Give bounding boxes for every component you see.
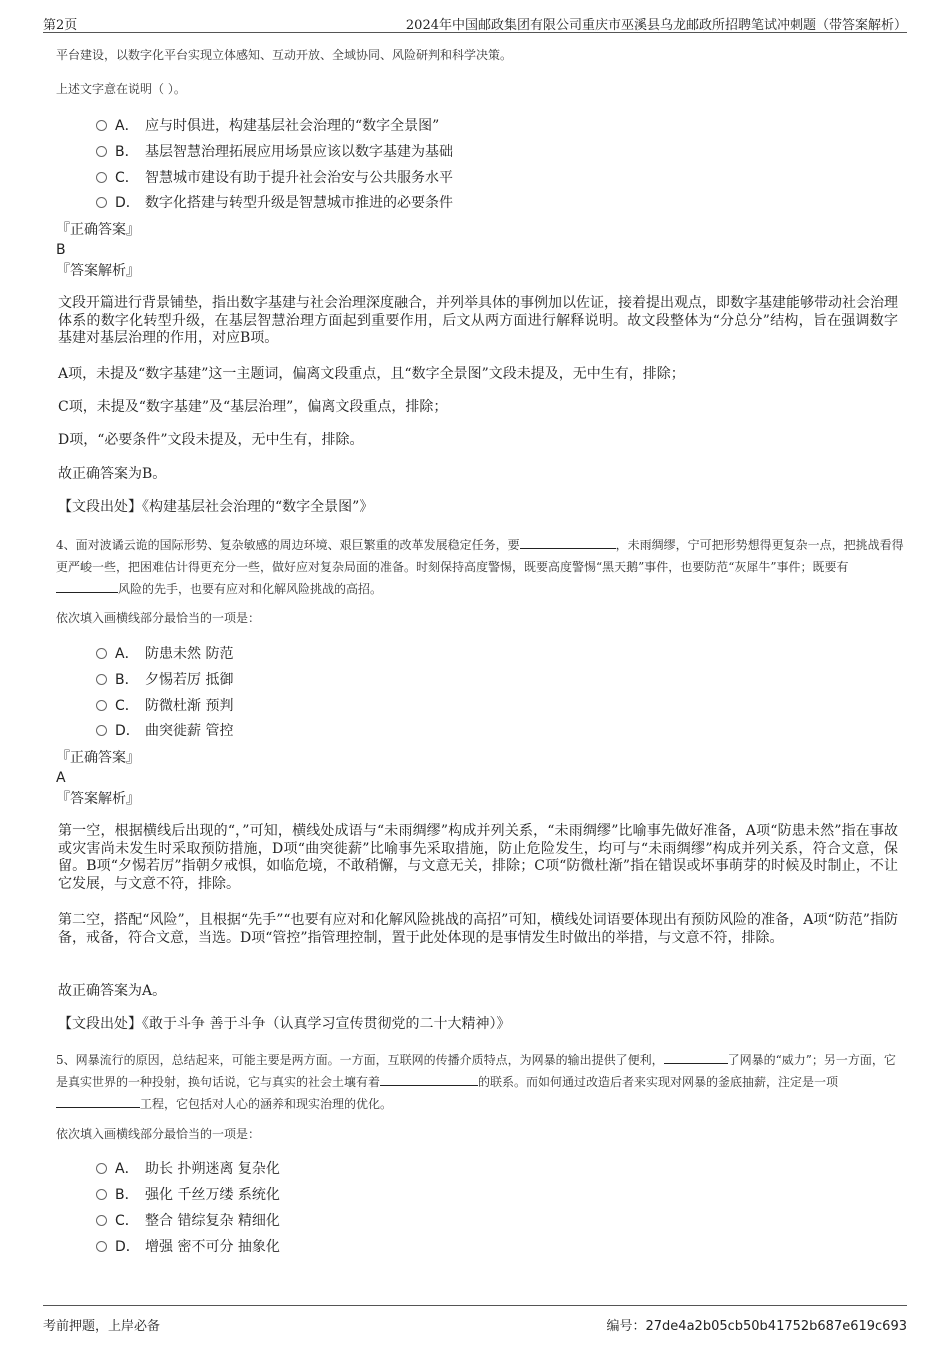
q3-analysis-p3: C项，未提及“数字基建”及“基层治理”，偏离文段重点，排除； xyxy=(58,399,448,415)
q4-analysis-p2: 第二空，搭配“风险”，且根据“先手”“也要有应对和化解风险挑战的高招”可知，横线处词语要体现出有预防风险的准备，A项“防范”指防备，戒备，符合文意，当选。D项“管控”指管理控制，置于此处体现的是事情发生时做出的举措，与文意不符，排除。 xyxy=(58,912,898,946)
page-header xyxy=(43,10,907,33)
q4-option-d[interactable]: D． 曲突徙薪 管控 xyxy=(96,721,233,741)
q4-prompt: 依次填入画横线部分最恰当的一项是： xyxy=(56,611,261,625)
document-id: 编号：27de4a2b05cb50b41752b687e619c693 xyxy=(606,1319,907,1334)
q3-analysis-p4: D项，“必要条件”文段未提及，无中生有，排除。 xyxy=(58,432,364,448)
radio-icon[interactable] xyxy=(96,674,107,685)
q4-analysis-p3: 故正确答案为A。 xyxy=(58,983,167,999)
blank-line xyxy=(56,1095,140,1108)
q5-option-a[interactable]: A． 助长 扑朔迷离 复杂化 xyxy=(96,1159,280,1179)
radio-icon[interactable] xyxy=(96,1163,107,1174)
q4-option-a[interactable]: A． 防患未然 防范 xyxy=(96,644,233,664)
radio-icon[interactable] xyxy=(96,1189,107,1200)
q3-option-c[interactable]: C． 智慧城市建设有助于提升社会治安与公共服务水平 xyxy=(96,168,453,188)
blank-line xyxy=(664,1051,728,1064)
blank-line xyxy=(380,1073,478,1086)
q5-prompt: 依次填入画横线部分最恰当的一项是： xyxy=(56,1127,261,1141)
q3-option-d[interactable]: D． 数字化搭建与转型升级是智慧城市推进的必要条件 xyxy=(96,193,453,213)
q4-analysis-p1: 第一空，根据横线后出现的“，”可知，横线处成语与“未雨绸缪”构成并列关系，“未雨绸缪”比喻事先做好准备，A项“防患未然”指在事故或灾害尚未发生时采取预防措施，D项“曲突徙薪”比喻事先采取措施，防止危险发生，均可与“未雨绸缪”构成并列关系，符合文意，保留。B项“夕惕若厉”指朝夕戒惧，如临危境，不敢稍懈，与文意无关，排除；C项“防微杜渐”指在错误或坏事萌芽的时候及时制止，不让它发展，与文意不符，排除。 xyxy=(58,823,898,892)
footer-slogan: 考前押题，上岸必备 xyxy=(43,1319,161,1334)
q3-answer-label: 『正确答案』 xyxy=(56,222,140,238)
q4-source: 【文段出处】《敢于斗争 善于斗争（认真学习宣传贯彻党的二十大精神）》 xyxy=(58,1016,511,1032)
q3-analysis-p2: A项，未提及“数字基建”这一主题词，偏离文段重点，且“数字全景图”文段未提及，无中生有，排除； xyxy=(58,366,685,382)
q3-option-a[interactable]: A． 应与时俱进，构建基层社会治理的“数字全景图” xyxy=(96,116,439,136)
q4-option-b[interactable]: B． 夕惕若厉 抵御 xyxy=(96,670,233,690)
q3-source: 【文段出处】《构建基层社会治理的“数字全景图”》 xyxy=(58,499,374,515)
q3-analysis-p5: 故正确答案为B。 xyxy=(58,466,167,482)
radio-icon[interactable] xyxy=(96,197,107,208)
q3-answer: B xyxy=(56,242,66,258)
q3-prompt: 上述文字意在说明（ ）。 xyxy=(56,82,186,96)
radio-icon[interactable] xyxy=(96,648,107,659)
q3-option-b[interactable]: B． 基层智慧治理拓展应用场景应该以数字基建为基础 xyxy=(96,142,453,162)
q3-stem-end: 平台建设，以数字化平台实现立体感知、互动开放、全域协同、风险研判和科学决策。 xyxy=(56,48,513,62)
radio-icon[interactable] xyxy=(96,1241,107,1252)
q4-answer-label: 『正确答案』 xyxy=(56,750,140,766)
q3-analysis-label: 『答案解析』 xyxy=(56,263,140,279)
radio-icon[interactable] xyxy=(96,1215,107,1226)
radio-icon[interactable] xyxy=(96,120,107,131)
q5-stem: 5、网暴流行的原因，总结起来，可能主要是两方面。一方面，互联网的传播介质特点，为网暴的输出提供了便利， 了网暴的“威力”；另一方面，它是真实世界的一种投射，换句话说，它与真实的社会土壤有着 的联系。而如何通过改造后者来实现对网暴的釜底抽薪，注定是一项工程，它包括对人心的涵养和现实治理的优化。 xyxy=(56,1053,896,1111)
radio-icon[interactable] xyxy=(96,172,107,183)
q5-option-b[interactable]: B． 强化 千丝万缕 系统化 xyxy=(96,1185,280,1205)
blank-line xyxy=(520,536,616,549)
q4-answer: A xyxy=(56,770,66,786)
q4-stem: 4、面对波谲云诡的国际形势、复杂敏感的周边环境、艰巨繁重的改革发展稳定任务，要 ，未雨绸缪，宁可把形势想得更复杂一点，把挑战看得更严峻一些，把困难估计得更充分一些，做好应对复杂局面的准备。时刻保持高度警惕，既要高度警惕“黑天鹅”事件，也要防范“灰犀牛”事件；既要有风险的先手，也要有应对和化解风险挑战的高招。 xyxy=(56,538,904,596)
radio-icon[interactable] xyxy=(96,700,107,711)
page-footer xyxy=(43,1305,907,1334)
page-number: 第2页 xyxy=(43,18,78,33)
q4-analysis-label: 『答案解析』 xyxy=(56,791,140,807)
radio-icon[interactable] xyxy=(96,146,107,157)
radio-icon[interactable] xyxy=(96,725,107,736)
q4-option-c[interactable]: C． 防微杜渐 预判 xyxy=(96,696,233,716)
blank-line xyxy=(56,580,118,593)
q5-option-d[interactable]: D． 增强 密不可分 抽象化 xyxy=(96,1237,280,1257)
q5-option-c[interactable]: C． 整合 错综复杂 精细化 xyxy=(96,1211,280,1231)
document-title: 2024年中国邮政集团有限公司重庆市巫溪县乌龙邮政所招聘笔试冲刺题（带答案解析） xyxy=(405,18,907,33)
q3-analysis-p1: 文段开篇进行背景铺垫，指出数字基建与社会治理深度融合，并列举具体的事例加以佐证，接着提出观点，即数字基建能够带动社会治理体系的数字化转型升级，在基层智慧治理方面起到重要作用，后文从两方面进行解释说明。故文段整体为“分总分”结构，旨在强调数字基建对基层治理的作用，对应B项。 xyxy=(58,295,898,346)
